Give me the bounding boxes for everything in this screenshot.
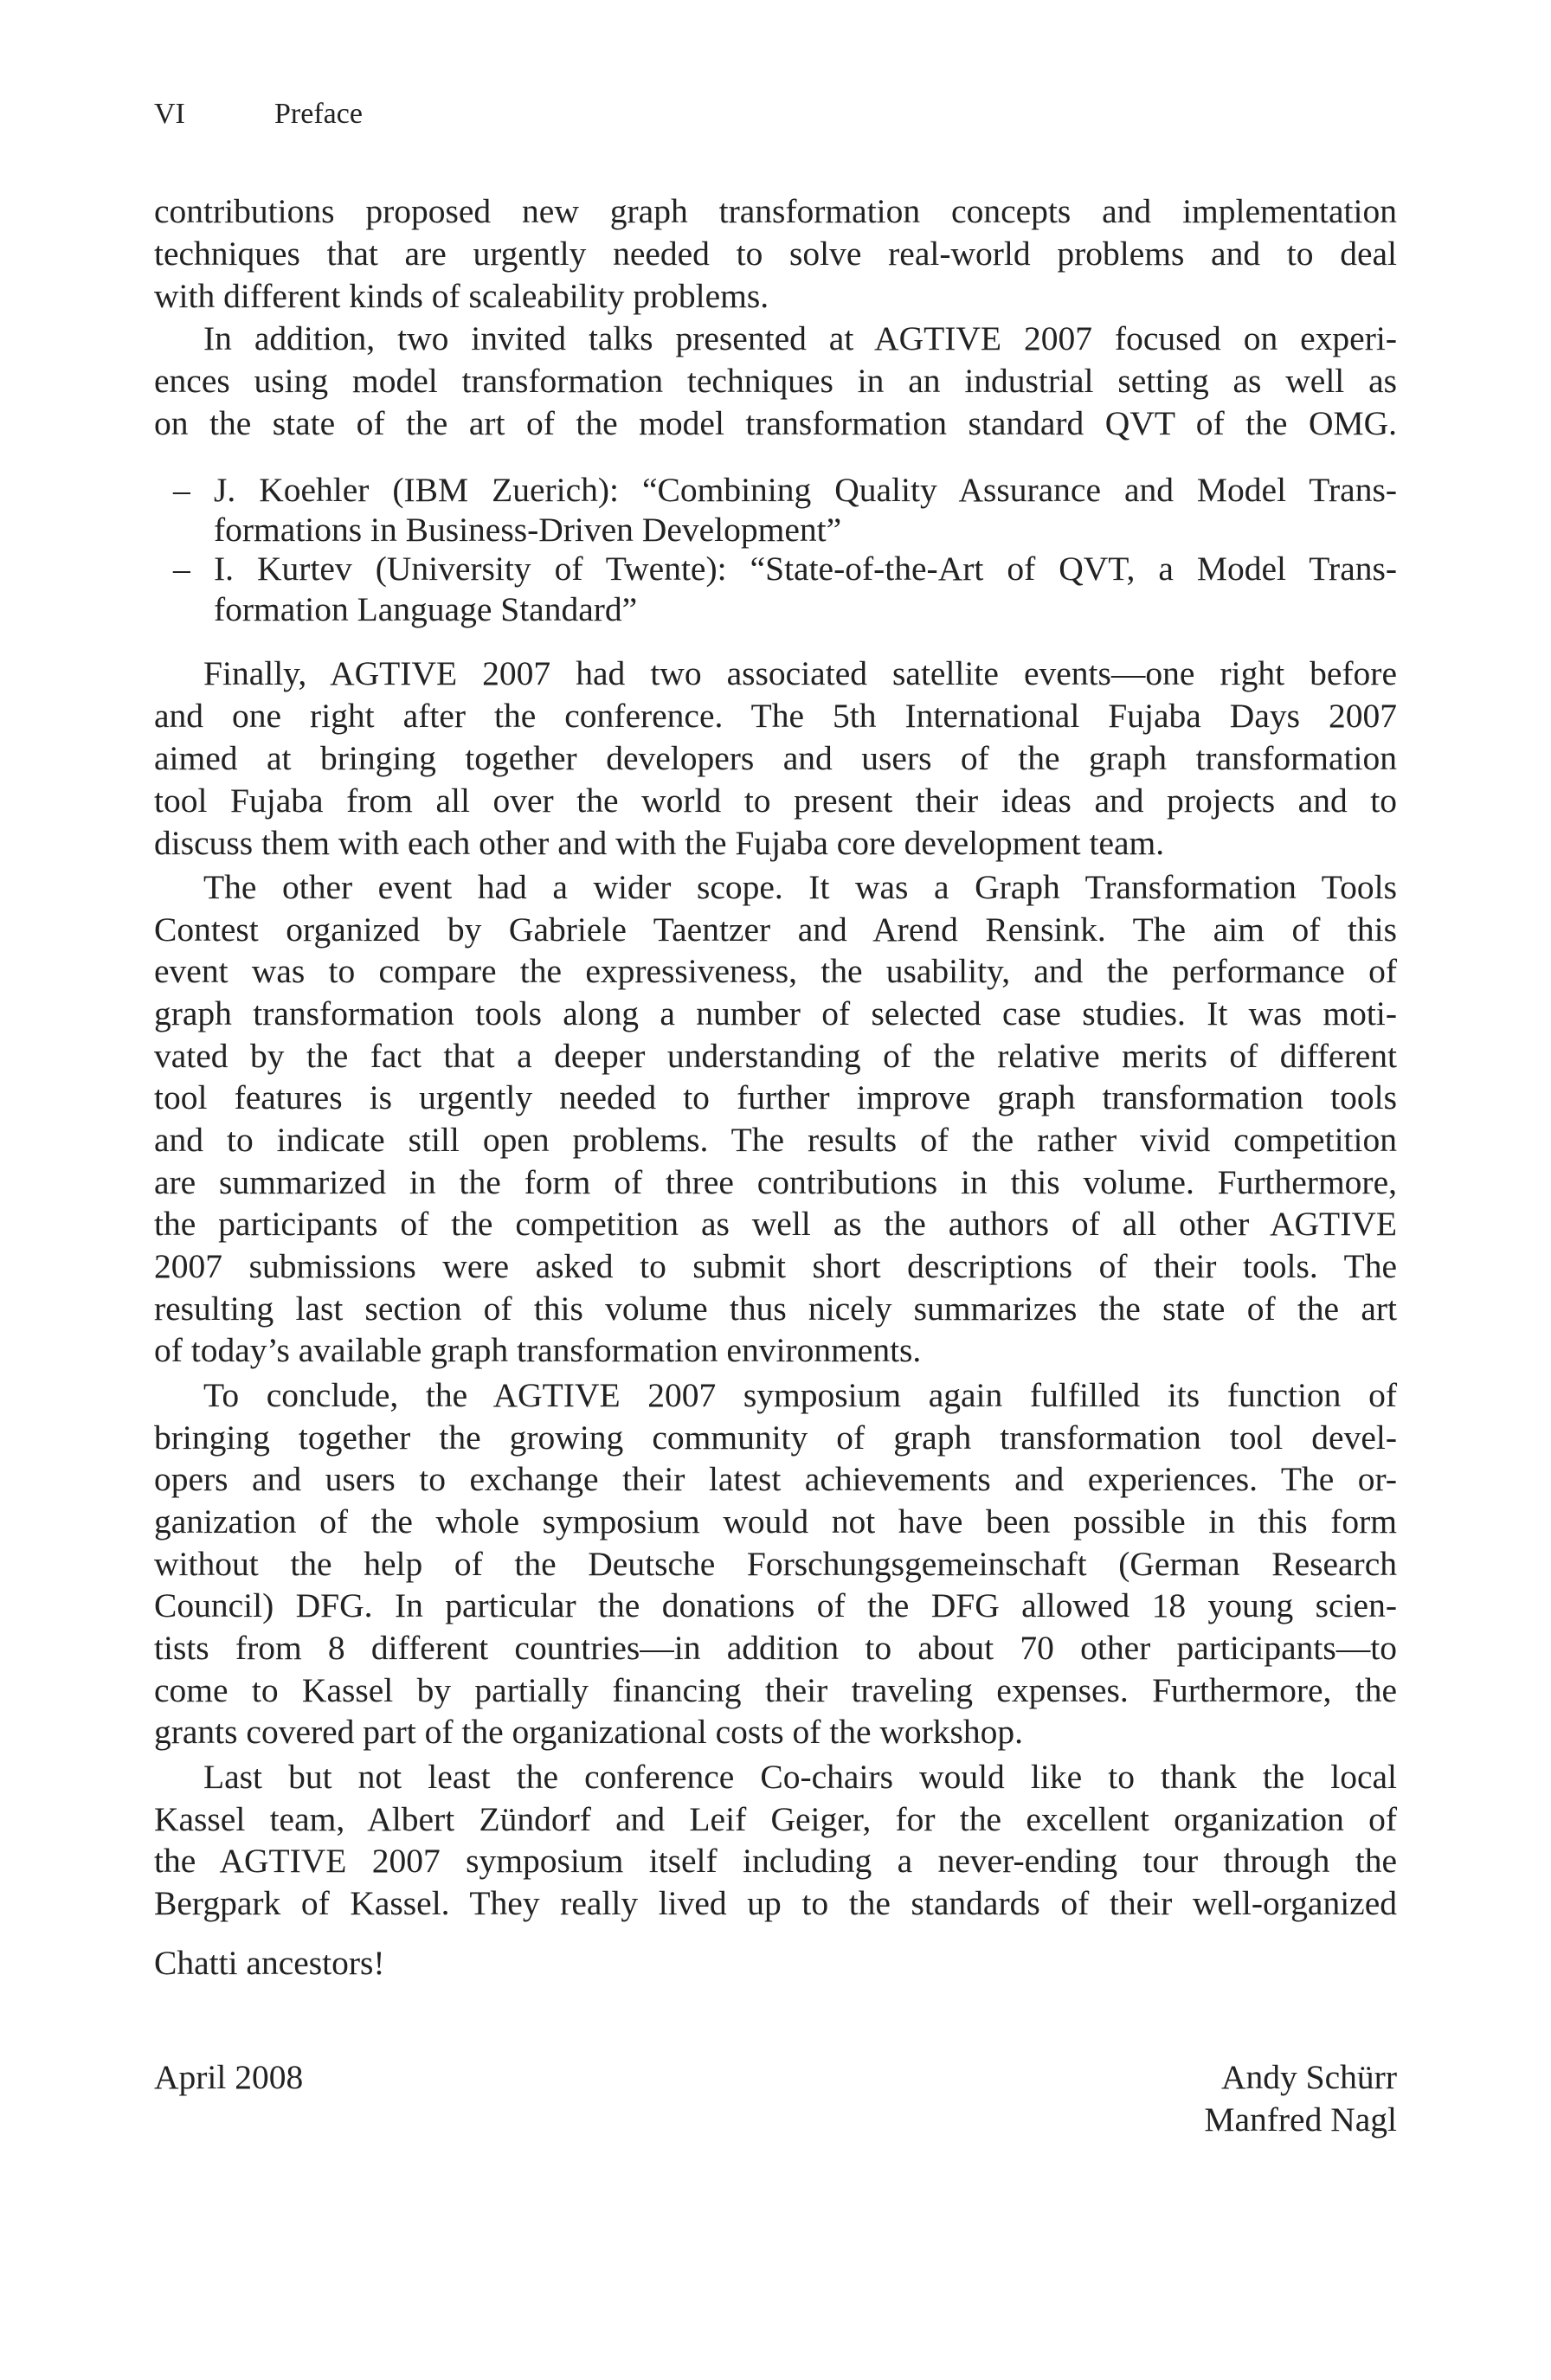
text-line: on the state of the art of the model transformation standard QVT of the OMG. — [154, 404, 1397, 442]
text-line: the participants of the competition as well as the authors of all other AGTIVE — [154, 1205, 1397, 1243]
text-line: vated by the fact that a deeper understanding of the relative merits of different — [154, 1037, 1397, 1075]
text-line: with different kinds of scaleability problems. — [154, 277, 769, 315]
text-line: bringing together the growing community of graph transformation tool devel- — [154, 1418, 1397, 1457]
signature-author-2: Manfred Nagl — [1204, 2100, 1397, 2139]
text-line: the AGTIVE 2007 symposium itself including a never-ending tour through the — [154, 1842, 1397, 1880]
text-line: Council) DFG. In particular the donations of the DFG allowed 18 young scien- — [154, 1586, 1397, 1624]
list-item-line: formations in Business-Driven Development” — [214, 511, 842, 549]
text-line: and to indicate still open problems. The results of the rather vivid competition — [154, 1121, 1397, 1159]
text-line: To conclude, the AGTIVE 2007 symposium again fulfilled its function of — [203, 1376, 1397, 1414]
text-line: tool Fujaba from all over the world to present their ideas and projects and to — [154, 782, 1397, 820]
list-item-line: I. Kurtev (University of Twente): “State-of-the-Art of QVT, a Model Trans- — [214, 550, 1397, 588]
text-line: techniques that are urgently needed to solve real-world problems and to deal — [154, 235, 1397, 273]
text-line: Kassel team, Albert Zündorf and Leif Geiger, for the excellent organization of — [154, 1800, 1397, 1838]
text-line: come to Kassel by partially financing their traveling expenses. Furthermore, the — [154, 1671, 1397, 1709]
text-line: of today’s available graph transformation environments. — [154, 1331, 922, 1369]
text-line: Contest organized by Gabriele Taentzer and Arend Rensink. The aim of this — [154, 910, 1397, 949]
text-line: resulting last section of this volume thus nicely summarizes the state of the art — [154, 1290, 1397, 1328]
text-line: Last but not least the conference Co-chairs would like to thank the local — [203, 1758, 1397, 1796]
text-line: event was to compare the expressiveness, the usability, and the performance of — [154, 952, 1397, 990]
list-item-line: formation Language Standard” — [214, 590, 638, 628]
list-bullet: – — [173, 471, 190, 509]
page-number: VI — [154, 98, 185, 130]
text-line: aimed at bringing together developers and users of the graph transformation — [154, 739, 1397, 777]
text-line: without the help of the Deutsche Forschungsgemeinschaft (German Research — [154, 1545, 1397, 1583]
list-item-line: J. Koehler (IBM Zuerich): “Combining Quality Assurance and Model Trans- — [214, 471, 1397, 509]
signature-author-1: Andy Schürr — [1221, 2058, 1397, 2096]
text-line: tists from 8 different countries—in addition to about 70 other participants—to — [154, 1629, 1397, 1667]
text-line: tool features is urgently needed to further improve graph transformation tools — [154, 1078, 1397, 1116]
text-line: and one right after the conference. The 5th International Fujaba Days 2007 — [154, 697, 1397, 735]
text-line: 2007 submissions were asked to submit short descriptions of their tools. The — [154, 1247, 1397, 1285]
text-line: The other event had a wider scope. It was a Graph Transformation Tools — [203, 868, 1397, 906]
text-line: grants covered part of the organizational costs of the workshop. — [154, 1713, 1024, 1751]
text-line: graph transformation tools along a number of selected case studies. It was moti- — [154, 994, 1397, 1032]
list-bullet: – — [173, 550, 190, 588]
text-line: are summarized in the form of three contributions in this volume. Furthermore, — [154, 1163, 1397, 1201]
signature-date: April 2008 — [154, 2058, 304, 2096]
text-line: discuss them with each other and with the Fujaba core development team. — [154, 824, 1165, 862]
section-title: Preface — [274, 98, 363, 130]
text-line: Chatti ancestors! — [154, 1944, 385, 1982]
text-line: Bergpark of Kassel. They really lived up to the standards of their well-organized — [154, 1884, 1397, 1922]
text-line: Finally, AGTIVE 2007 had two associated satellite events—one right before — [203, 654, 1397, 692]
text-line: ganization of the whole symposium would not have been possible in this form — [154, 1502, 1397, 1541]
text-line: opers and users to exchange their latest achievements and experiences. The or- — [154, 1460, 1397, 1498]
text-line: In addition, two invited talks presented at AGTIVE 2007 focused on experi- — [203, 319, 1397, 357]
text-line: ences using model transformation techniques in an industrial setting as well as — [154, 362, 1397, 400]
text-line: contributions proposed new graph transformation concepts and implementation — [154, 192, 1397, 230]
